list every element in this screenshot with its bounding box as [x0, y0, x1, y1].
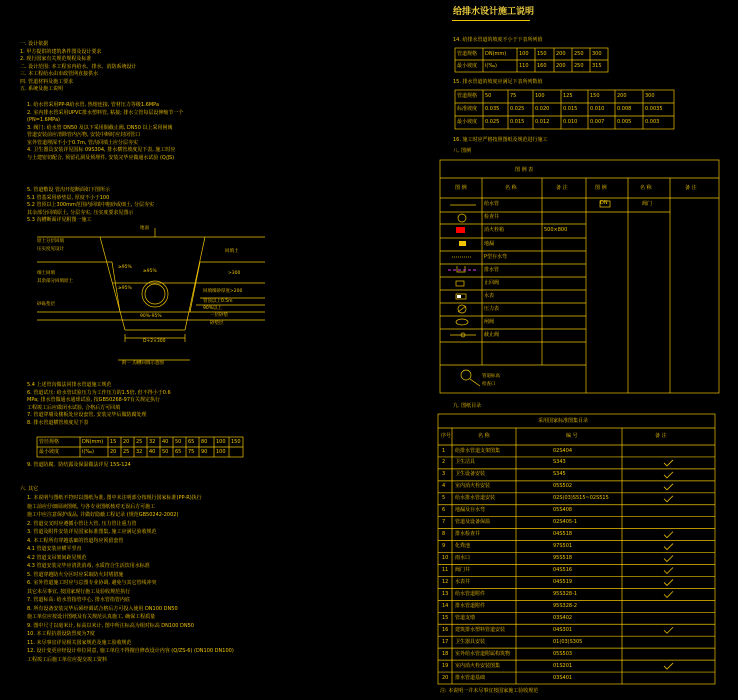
note-line: 5.3 沟槽断面详见附图一施工	[27, 217, 92, 223]
atlas-row-name: 给水管道附件	[455, 590, 486, 597]
legend-column-header: 名 称	[505, 185, 517, 191]
slope-row-unit: DN(mm)	[82, 439, 104, 445]
slope-cell: 80	[201, 439, 208, 445]
table-14-label: 14. 给排水管道的坡度不小于下表所列值	[453, 37, 543, 43]
atlas-row-code: 02S404	[553, 447, 573, 454]
atlas-row-code: S345	[553, 471, 566, 478]
atlas-row-name: 卫生器具安装	[455, 638, 486, 645]
atlas-row-name: 地漏及存水弯	[455, 507, 486, 514]
atlas-row-name: 阀门井	[455, 567, 471, 573]
atlas-row-code: 95S518	[553, 555, 573, 562]
slope-cell: 65	[175, 449, 182, 455]
table-1-cell: 最小坡度	[457, 63, 478, 69]
atlas-row-code: 02S405-1	[553, 519, 578, 526]
legend-column-header: 图 例	[595, 185, 607, 191]
table-2-cell: 0.012	[535, 119, 550, 125]
atlas-row-number: 20	[442, 674, 449, 681]
atlas-row-number: 10	[442, 555, 449, 562]
atlas-row-name: 排水管道附件	[455, 602, 486, 609]
note-line: 1. 给水管采用PP-R给水管, 热熔连接, 管材压力等级1.6MPa	[27, 102, 160, 108]
slope-cell: 25	[136, 439, 143, 445]
slope-cell: 75	[188, 449, 195, 455]
slope-cell: 150	[231, 439, 241, 445]
check-icon	[664, 591, 673, 597]
table-2-cell: 0.0035	[645, 106, 663, 112]
atlas-row-name: 给水排水管道安装	[455, 495, 496, 502]
atlas-row-name: 卫生洁具	[455, 459, 476, 466]
trench-label: ≥95%	[118, 265, 132, 270]
slope-cell: 40	[162, 439, 169, 445]
legend-footer-name: 检查口	[482, 382, 496, 387]
legend-column-header: 备 注	[685, 185, 697, 191]
atlas-row-code: 05S502	[553, 483, 573, 490]
note-line: 8. 排水管道横管坡度见下表	[27, 419, 89, 426]
slope-cell: 40	[149, 449, 156, 455]
table-2-cell: 0.020	[535, 106, 550, 112]
slope-cell: 100	[216, 439, 226, 445]
table-1-cell: 300	[592, 51, 602, 57]
note-line: 4.2 管道支吊架间距见规范	[27, 554, 87, 561]
atlas-row-code: 03S402	[553, 614, 573, 621]
check-icon	[664, 532, 673, 538]
slope-cell: 15	[110, 439, 117, 445]
trench-caption: 附一 沟槽回填示意图	[122, 361, 164, 366]
atlas-row-number: 8	[442, 531, 446, 538]
slope-cell: 25	[123, 449, 130, 455]
slope-cell: 32	[149, 439, 156, 445]
note-line: 其余部分回填原土, 分层夯实, 压实度要求见图示	[27, 209, 134, 216]
atlas-row-number: 15	[442, 614, 449, 621]
atlas-row-code: 04S301	[553, 626, 573, 633]
check-icon	[664, 627, 673, 633]
note-line: 12. 设计变更应经设计单位同意, 施工单位不得擅自修改设计内容 (Q/ZS-6) (DN100 DN100)	[27, 648, 234, 654]
note-line: 与土建密切配合, 预留孔洞及预埋件, 安装完毕应做通水试验 (Q/JS)	[27, 154, 175, 161]
atlas-row-code: 05S503	[553, 650, 573, 657]
trench-label: 回填细砂厚度>200	[203, 289, 243, 294]
legend-section-label: 八. 图例	[453, 148, 472, 154]
atlas-row-number: 17	[442, 638, 449, 645]
slope-row-label: 管径规格	[39, 439, 60, 445]
trench-dimension: D+2×300	[143, 339, 166, 344]
note-line: 三. 本工程给水由市政管网直接供水	[20, 71, 99, 77]
table-2-cell: 100	[535, 93, 545, 99]
trench-label: 砂砾垫层	[37, 302, 55, 307]
check-icon	[664, 460, 673, 466]
note-line: 施工前应仔细阅读图纸, 与各专业图纸核对无误后方可施工	[27, 503, 156, 510]
check-icon	[664, 472, 673, 478]
table-1-cell: 200	[556, 63, 566, 69]
table-1-cell: 315	[592, 63, 602, 69]
atlas-row-code: 04S518	[553, 531, 573, 538]
trench-label: ≥95%	[143, 269, 157, 274]
atlas-row-code: 03S401	[553, 674, 573, 681]
trench-label: >300	[228, 271, 241, 276]
check-icon	[664, 579, 673, 585]
note-line: 4.3 管道安装完毕应清洗消毒, 水质符合生活饮用水标准	[27, 563, 150, 569]
table-2-cell: 0.015	[510, 119, 525, 125]
note-line: 4. 卫生器具安装详见国标 09S304, 排水横管坡度见下表, 施工时应	[27, 147, 176, 153]
table-1-cell: DN(mm)	[485, 51, 507, 57]
note-line: 6. 室外管道施工时应与总图专业协调, 避免与其它管线冲突	[27, 580, 157, 586]
note-line: 2. 室内排水管采用UPVC排水塑料管, 粘接; 排水立管每层设伸缩节一个	[27, 109, 184, 116]
note-line: 其它未尽事宜, 按国家现行施工及验收规范执行	[27, 588, 131, 595]
slope-cell: 50	[175, 439, 182, 445]
note-line: 工程竣工后应做闭水试验, 合格后方可回填	[27, 404, 121, 411]
table-2-cell: 0.005	[617, 119, 632, 125]
note-line: 5. 管道穿越防火分区时应采取防火封堵措施	[27, 571, 124, 578]
table-2-cell: 0.007	[590, 119, 605, 125]
note-line: 4.1 管道安装应横平竖直	[27, 546, 82, 552]
note-9: 9. 管道防腐、防结露及保温做法详见 15S-124	[27, 462, 131, 468]
trench-label: 一层砂垫	[210, 313, 228, 318]
atlas-row-code: 95S328-1	[553, 590, 578, 597]
legend-item-note: 500×800	[544, 227, 568, 233]
atlas-row-number: 14	[442, 602, 449, 609]
table-2-cell: 0.035	[485, 106, 500, 112]
atlas-row-name: 雨水口	[455, 555, 471, 562]
atlas-row-name: 排水检查井	[455, 531, 481, 538]
atlas-row-code: 05S408	[553, 507, 573, 514]
atlas-row-code: 95S328-2	[553, 602, 578, 609]
atlas-row-code: 01S201	[553, 662, 573, 669]
table-1-cell: 110	[519, 63, 529, 69]
legend-item-name: P型存水弯	[484, 254, 508, 260]
atlas-row-number: 2	[442, 459, 446, 466]
note-line: 2. 管道交叉时应遵循小管让大管, 压力管让重力管	[27, 520, 137, 527]
atlas-row-name: 排水管道基础	[455, 674, 486, 681]
slope-cell: 50	[162, 449, 169, 455]
atlas-column-header: 编 号	[566, 433, 578, 439]
check-icon	[664, 496, 673, 502]
table-2-cell: 0.010	[590, 106, 605, 112]
table-2-cell: 管道规格	[457, 93, 478, 99]
table-15-label: 15. 排水管道的坡度应满足下表所列数值	[453, 79, 543, 85]
table-2-cell: 0.025	[510, 106, 525, 112]
note-line: 1. 甲方提供的建筑条件图及设计要求	[20, 48, 102, 55]
table-2-cell: 最小坡度	[457, 119, 478, 125]
note-line: 二. 设计范围: 本工程室内给水、排水、消防系统设计	[20, 63, 137, 70]
check-icon	[664, 484, 673, 490]
table-2-cell: 0.015	[563, 106, 578, 112]
table-2-cell: 0.010	[563, 119, 578, 125]
atlas-row-code: S343	[553, 459, 566, 466]
note-line: 3. 阀门: 给水管 DN50 及以下采用铜截止阀, DN50 以上采用闸阀	[27, 124, 173, 131]
legend-item-name: 闸阀	[484, 319, 495, 325]
slope-cell: 65	[188, 439, 195, 445]
section-other-label: 六. 其它	[20, 486, 39, 492]
atlas-row-number: 9	[442, 543, 446, 550]
legend-item-name: 消火栓箱	[484, 227, 505, 233]
table-1-cell: 250	[574, 51, 584, 57]
note-line: 管道安装前应清除管内污物, 安装中断时应封闭管口	[27, 132, 141, 138]
trench-label: 压实度见设计	[37, 247, 64, 252]
note-line: 8. 所有设备安装完毕后须经调试合格后方可投入使用 DN100 DN50	[27, 605, 178, 612]
atlas-row-number: 7	[442, 519, 446, 526]
note-line: 6. 管道试压: 给水管试验压力为工作压力的1.5倍, 但不得小于0.6	[27, 389, 171, 396]
trench-label: ≥95%	[118, 286, 132, 291]
legend-item-name: 地漏	[484, 241, 495, 247]
legend-item-symbol: DN	[600, 200, 608, 206]
slope-row-label: 最小坡度	[39, 449, 60, 455]
note-line: 室外管道埋深不小于0.7m, 管沟回填土应分层夯实	[27, 139, 139, 146]
slope-cell: 100	[216, 449, 226, 455]
legend-item-name: 压力表	[484, 306, 500, 312]
atlas-row-number: 4	[442, 483, 446, 490]
legend-item-name: 截止阀	[484, 332, 500, 338]
note-line: 施工中应注意保护成品, 并做好隐蔽工程记录 (规范GB50242-2002)	[27, 512, 179, 518]
note-line: 7. 管道穿墙及楼板处应设套管, 安装完毕后做防腐处理	[27, 412, 147, 418]
atlas-row-code: 04S519	[553, 578, 573, 585]
atlas-row-name: 管道及设备保温	[455, 519, 491, 526]
atlas-title: 采用国家标准图集目录	[538, 418, 589, 424]
table-1-cell: 200	[556, 51, 566, 57]
atlas-row-code: 01(03)S305	[553, 638, 583, 645]
drawing-title: 给排水设计施工说明	[453, 7, 535, 17]
note-line: 10. 本工程抗震设防烈度为7度	[27, 631, 95, 637]
drawing-list-label: 九. 图纸目录	[453, 403, 482, 409]
trench-label: 其余部分回填原土	[37, 279, 73, 284]
table-1-cell: 160	[537, 63, 547, 69]
trench-label: 地面	[140, 226, 149, 231]
check-icon	[664, 567, 673, 573]
note-line: 1. 本说明与图纸不符时以图纸为准, 图中未注明部分按现行国家标准(PP-R)执行	[27, 495, 202, 501]
atlas-row-name: 水表井	[455, 578, 471, 585]
atlas-column-header: 名 称	[478, 433, 490, 439]
trench-label: 细土回填	[37, 271, 55, 276]
table-2-cell: 75	[510, 93, 517, 99]
note-line: 9. 图中尺寸以毫米计, 标高以米计, 图中所注标高为相对标高 DN100 DN50	[27, 622, 194, 629]
note-line: 施工单位应按设计图纸及有关规范认真施工, 确保工程质量	[27, 614, 156, 620]
note-line: 5.4 上述管沟做法同排水管道施工规范	[27, 382, 112, 388]
check-icon	[664, 663, 673, 669]
legend-column-header: 图 例	[455, 185, 467, 191]
slope-cell: 90	[201, 449, 208, 455]
atlas-row-name: 卫生设备安装	[455, 471, 486, 478]
atlas-row-number: 19	[442, 662, 449, 669]
legend-item-name: 检查井	[484, 214, 500, 220]
table-2-cell: 标准坡度	[457, 106, 478, 112]
atlas-row-name: 室内消火栓安装图集	[455, 662, 501, 669]
atlas-column-header: 序号	[441, 433, 452, 439]
atlas-row-code: 04S516	[553, 567, 573, 573]
atlas-row-number: 1	[442, 447, 446, 454]
atlas-row-name: 室内消火栓安装	[455, 483, 491, 490]
slope-row-unit: i(‰)	[82, 449, 94, 455]
slope-cell: 20	[123, 439, 130, 445]
atlas-row-number: 3	[442, 471, 446, 478]
note-line: 5.2 管顶以上300mm范围内回填中粗砂或细土, 分层夯实	[27, 202, 155, 208]
slope-cell: 32	[136, 449, 143, 455]
check-icon	[664, 544, 673, 550]
table-1-cell: 100	[519, 51, 529, 57]
atlas-row-number: 5	[442, 495, 446, 502]
legend-item-name: 排水管	[484, 267, 500, 273]
atlas-row-number: 13	[442, 590, 449, 597]
atlas-row-code: 97S501	[553, 543, 573, 550]
table-1-cell: 管道规格	[457, 51, 478, 57]
legend-item-name: 阀门	[642, 201, 653, 207]
table-2-cell: 125	[563, 93, 573, 99]
note-line: 工程竣工后施工单位应提交竣工资料	[27, 656, 108, 663]
legend-column-header: 备 注	[556, 185, 568, 191]
trench-label: 原土分层回填	[37, 239, 64, 244]
note-line: 五. 系统及施工说明	[20, 86, 64, 92]
trench-label: 砂垫层	[210, 321, 224, 326]
trench-label: 90%以上	[203, 306, 223, 311]
table-1-cell: 150	[537, 51, 547, 57]
table-2-cell: 150	[590, 93, 600, 99]
note-line: 11. 未尽事宜详见相关国家规范及施工验收规范	[27, 639, 132, 646]
atlas-row-name: 管道支墩	[455, 614, 476, 621]
table-2-cell: 200	[617, 93, 627, 99]
table-2-cell: 0.008	[617, 106, 632, 112]
legend-item-name: 止回阀	[484, 280, 500, 286]
note-line: 4. 本工程所有穿越基础的管道均应预留套管	[27, 537, 124, 544]
atlas-row-name: 给排水管道支架图集	[455, 447, 501, 454]
legend-item-name: 给水管	[484, 201, 500, 207]
note-line: 四. 管道材料及施工要求	[20, 78, 74, 85]
trench-label: 回填土	[225, 249, 239, 254]
note-line: 一. 设计依据	[20, 41, 49, 47]
note-line: 3. 管道及附件安装详见国家标准图集, 施工应满足验收规范	[27, 529, 157, 535]
slope-cell: 20	[110, 449, 117, 455]
table-2-cell: 300	[645, 93, 655, 99]
table-2-cell: 0.003	[645, 119, 660, 125]
trench-label: 90%-95%	[140, 314, 162, 319]
legend-title: 图 例 表	[515, 167, 534, 173]
table-2-cell: 0.025	[485, 119, 500, 125]
atlas-footer: 注: 本说明一并未尽事宜按国家施工验收规范	[440, 688, 539, 694]
legend-item-name: 水表	[484, 293, 495, 299]
legend-footer-name: 管道标高	[482, 374, 500, 379]
table-2-cell: 50	[485, 93, 492, 99]
note-line: (PN=1.6MPa)	[27, 117, 60, 123]
atlas-row-name: 化粪池	[455, 543, 471, 550]
note-16: 16. 施工时应严格按照图纸及规范进行施工	[453, 137, 548, 143]
table-1-cell: 250	[574, 63, 584, 69]
atlas-row-number: 16	[442, 626, 449, 633]
note-line: MPa; 排水管做通水通球试验, 按GB50268-97有关规定执行	[27, 397, 161, 403]
atlas-row-name: 室外给水管道附属构筑物	[455, 650, 511, 657]
atlas-row-number: 6	[442, 507, 446, 514]
atlas-row-number: 18	[442, 650, 449, 657]
note-line: 2. 现行国家有关规范规程及标准	[20, 56, 92, 62]
note-line: 7. 管道标高: 给水管指管中心, 排水管指管内底	[27, 597, 130, 603]
atlas-row-code: 02S(03)S515~02S515	[553, 495, 609, 502]
legend-column-header: 名 称	[640, 185, 652, 191]
table-1-cell: i(‰)	[485, 63, 497, 69]
note-line: 5. 管道敷设 管沟开挖断面如下图所示	[27, 187, 110, 193]
check-icon	[664, 556, 673, 562]
atlas-row-name: 建筑排水塑料管道安装	[455, 626, 506, 633]
atlas-row-number: 11	[442, 567, 449, 573]
trench-label: 管顶以上0.5m	[203, 299, 233, 304]
note-line: 5.1 管基采用砂垫层, 厚度不小于100	[27, 194, 110, 201]
atlas-row-number: 12	[442, 578, 449, 585]
atlas-column-header: 备 注	[655, 433, 667, 439]
